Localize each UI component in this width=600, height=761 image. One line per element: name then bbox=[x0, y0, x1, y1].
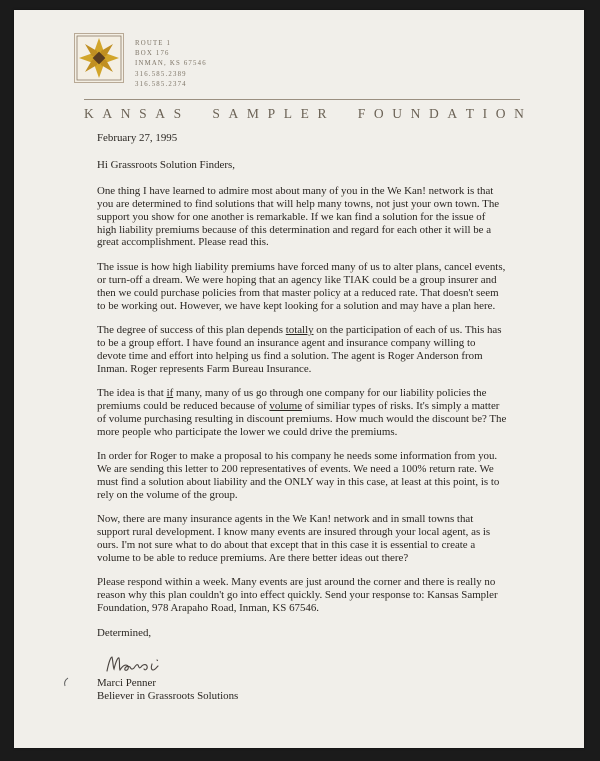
address-line: INMAN, KS 67546 bbox=[135, 60, 207, 68]
paragraph-4 bbox=[97, 387, 507, 439]
word-gap bbox=[335, 106, 349, 122]
paragraph-5: In order for Roger to make a proposal to his company he needs some information from you. We are sending this letter to 200 representatives of events. We need a 100% return rate. We must find a solution about liability and the ONLY way in this case, at least at this point, is to rely on the volume of the group. bbox=[97, 450, 500, 501]
org-letter: O bbox=[495, 106, 506, 121]
text-run: The degree of success of this plan depends bbox=[97, 323, 286, 336]
org-letter: P bbox=[267, 106, 276, 121]
text-run: The idea is that bbox=[97, 387, 167, 400]
paragraph-3 bbox=[97, 324, 507, 376]
sunflower-quilt-logo bbox=[74, 33, 124, 83]
signer-name: Marci Penner bbox=[97, 677, 156, 690]
pen-mark bbox=[62, 677, 70, 687]
org-letter: K bbox=[84, 106, 94, 121]
org-letter: N bbox=[120, 106, 131, 121]
text-run: many, many of us go through one company for our liability policies the premiums could be reduced because of bbox=[97, 387, 487, 412]
org-letter: T bbox=[465, 106, 474, 121]
signer-title: Believer in Grassroots Solutions bbox=[97, 690, 239, 702]
org-letter: A bbox=[102, 106, 113, 121]
org-letter: E bbox=[300, 106, 309, 121]
paragraph-2: The issue is how high liability premiums have forced many of us to alter plans, cancel events, or turn-off a dream. We were hoping that an agency like TIAK could be a group insurer and then we could purchase policies from that master policy at a reduced rate. That doesn't seem to be working out. However, we have kept looking for a solution and may have a plan here. bbox=[97, 260, 506, 312]
org-letter: U bbox=[392, 106, 402, 121]
org-letter: S bbox=[173, 106, 182, 121]
org-letter: F bbox=[357, 106, 366, 121]
underlined-text: totally bbox=[285, 323, 314, 336]
word-gap bbox=[190, 106, 204, 122]
letterhead-divider bbox=[84, 99, 520, 100]
org-letter: R bbox=[317, 106, 327, 121]
org-letter: A bbox=[155, 106, 166, 121]
text-run: on the participation of each of us. This has to be a group effort. I have found an insurance agent and insurance company willing to devote time and effort into helping us find a solution. The agent is Roger Anderson from Inman. Roger represents Farm Bureau Insurance. bbox=[97, 323, 502, 375]
org-letter: D bbox=[428, 106, 439, 121]
org-letter: S bbox=[212, 106, 220, 121]
paragraph-7: Please respond within a week. Many events are just around the corner and there is really no reason why this plan couldn't go into effect quickly. Send your response to: Kansas Sampler Foundation, 978 Arapaho Road, Inman, KS 67546. bbox=[97, 576, 498, 615]
letter-greeting: Hi Grassroots Solution Finders, bbox=[97, 158, 235, 171]
text-run: of similiar types of risks. It's simply a matter of volume purchasing resulting in discount premiums. How much would the discount be? The more people who participate the lower we could drive the premiums. bbox=[97, 400, 507, 438]
sunflower-icon bbox=[75, 34, 123, 82]
org-letter: A bbox=[228, 106, 239, 121]
org-letter: O bbox=[373, 106, 384, 121]
org-letter: A bbox=[447, 106, 458, 121]
letterhead-address bbox=[135, 39, 207, 90]
org-letter: L bbox=[283, 106, 292, 121]
handwritten-signature bbox=[103, 651, 173, 677]
letter-date: February 27, 1995 bbox=[97, 132, 178, 144]
letter-body bbox=[97, 132, 507, 703]
underlined-text: volume bbox=[269, 400, 303, 412]
org-letter: N bbox=[514, 106, 524, 121]
letter-closing: Determined, bbox=[97, 626, 152, 639]
phone-line: 316.585.2389 bbox=[135, 70, 187, 78]
underlined-text: if bbox=[166, 387, 174, 400]
org-letter: M bbox=[246, 106, 259, 121]
phone-line: 316.585.2374 bbox=[135, 80, 187, 88]
org-letter: I bbox=[482, 106, 488, 121]
org-letter: S bbox=[139, 106, 147, 121]
paragraph-1: One thing I have learned to admire most about many of you in the We Kan! network is that you are determined to find solutions that will help many towns, not just your own town. The support you show for one another is remarkable. If we kan find a solution for the issue of high liability premiums because of this determination and regard for each other it will be a great accomplishment. Please read this. bbox=[97, 184, 500, 249]
address-line: BOX 176 bbox=[135, 50, 170, 58]
address-line: ROUTE 1 bbox=[135, 40, 172, 47]
paragraph-6: Now, there are many insurance agents in the We Kan! network and in small towns that support rural development. I know many events are insured through your local agent, as is ours. I'm not sure what to do about that except that in this case it is essential to create a volume to be able to reduce premiums. Are there better ideas out there? bbox=[97, 513, 491, 565]
org-letter: N bbox=[410, 106, 421, 121]
organization-name bbox=[84, 106, 524, 122]
